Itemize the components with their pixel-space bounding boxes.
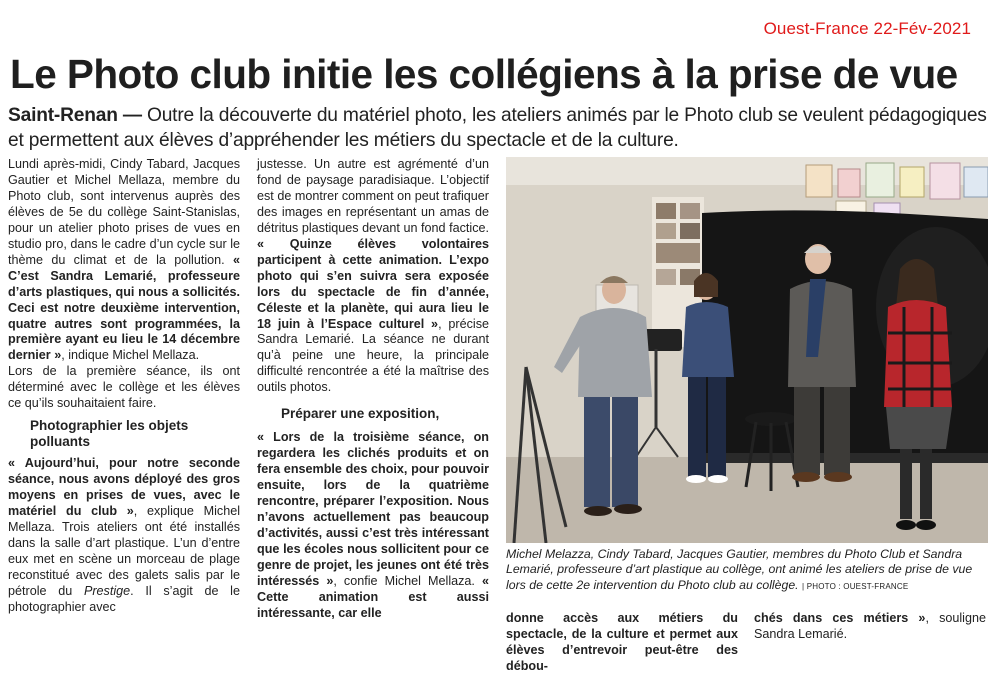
- photo-credit: | PHOTO : OUEST-FRANCE: [802, 581, 909, 591]
- paragraph-3: [8, 456, 240, 616]
- quote-end: chés dans ces métiers »: [754, 611, 926, 625]
- article-column-1: [8, 157, 240, 616]
- text-run: , souligne Sandra Lemarié.: [754, 611, 986, 641]
- text-run: , précise Sandra Lemarié. La séance ne durant qu’à peine une heure, la principale difficulté rencontrée a été la maîtrise des outils photos.: [257, 316, 489, 395]
- caption-text: Michel Melazza, Cindy Tabard, Jacques Gautier, membres du Photo Club et Sandra Lemarié, professeure d’art plastique au collège, ont animé les ateliers de prise de vue lors de cette 2e intervention du Photo club au collège.: [506, 547, 973, 592]
- paragraph-1: [8, 157, 240, 364]
- paragraph-2: Lors de la première séance, ils ont déterminé avec le collège et les élèves ce qu’ils souhaitaient faire.: [8, 364, 240, 411]
- lead-text: Outre la découverte du matériel photo, les ateliers animés par le Photo club se veulent pédagogiques et permettent aux élèves d’appréhender les métiers du spectacle et de la culture.: [8, 105, 987, 151]
- article-photo: [506, 157, 988, 543]
- lead-place: Saint-Renan —: [8, 105, 142, 126]
- subheading-1: Photographier les objets polluants: [30, 418, 189, 450]
- text-run-cont: justesse. Un autre est agrémenté d’un fond de paysage paradisiaque. L’objectif est de montrer comment on peut trafiquer des images en représentant un amas de détritus plastiques devant un fond factice.: [257, 157, 489, 235]
- text-run: Lundi après-midi, Cindy Tabard, Jacques Gautier et Michel Mellaza, membre du Photo club, sont intervenus auprès des élèves de 5e du collège Saint-Stanislas, pour un atelier photo prises de vues en studio pro, dans le cadre d’un cycle sur le thème du climat et de la pollution.: [8, 157, 240, 267]
- paragraph-5: [257, 430, 489, 621]
- italic-name: Prestige: [83, 583, 131, 598]
- quote: « C’est Sandra Lemarié, professeure d’arts plastiques, qui nous a sollicités. Ceci est notre deuxième intervention, quatre autres sont programmées, la première ayant eu lieu le 14 décembre dernier »: [8, 252, 240, 363]
- article-headline: Le Photo club initie les collégiens à la prise de vue: [10, 51, 958, 97]
- text-run: , explique Michel Mellaza. Trois ateliers ont été installés dans la salle d’art plastique. L’un d’entre eux met en scène un morceau de plage reconstitué avec des galets salis par le pétrole du: [8, 504, 240, 598]
- photo-illustration: [506, 157, 988, 543]
- text-run: , indique Michel Mellaza.: [61, 348, 200, 363]
- quote: « Quinze élèves volontaires participent à cette animation. L’expo photo qui s’en suivra sera exposée lors du spectacle de fin d’année, Céleste et la planète, qui aura lieu le 18 juin à l’Espace culturel »: [257, 236, 489, 331]
- article-column-2: [257, 157, 489, 622]
- quote-cont: donne accès aux métiers du spectacle, de la culture et permet aux élèves d’entrevoir peut-être des débou-: [506, 611, 738, 673]
- subheading-2: Préparer une exposition,: [281, 406, 440, 422]
- quote: « Aujourd’hui, pour notre seconde séance, nous avons déployé des gros moyens en prises de vues, avec le matériel du club »: [8, 456, 240, 519]
- article-column-4: [754, 611, 986, 643]
- article-lead: [8, 103, 988, 153]
- source-label: Ouest-France 22-Fév-2021: [763, 19, 971, 38]
- photo-caption: [506, 547, 988, 594]
- quote-start: « Cette animation est aussi intéressante, car elle: [257, 573, 489, 620]
- quote: « Lors de la troisième séance, on regardera les clichés produits et on fera ensemble des choix, pour pouvoir ensuite, lors de la quatrième rencontre, préparer l’exposition. Nous n’avons actuellement pas beaucoup d’activités, aussi c’est très intéressant que les écoles nous sollicitent pour ce genre de projet, les jeunes ont été très intéressés »: [257, 430, 489, 588]
- text-run: , confie Michel Mellaza.: [333, 573, 482, 588]
- paragraph-3-cont: [257, 157, 489, 396]
- paragraph-final: [754, 611, 986, 643]
- article-column-3: [506, 611, 738, 675]
- text-run-cut: . Il s’agit de le photographier avec: [8, 583, 240, 614]
